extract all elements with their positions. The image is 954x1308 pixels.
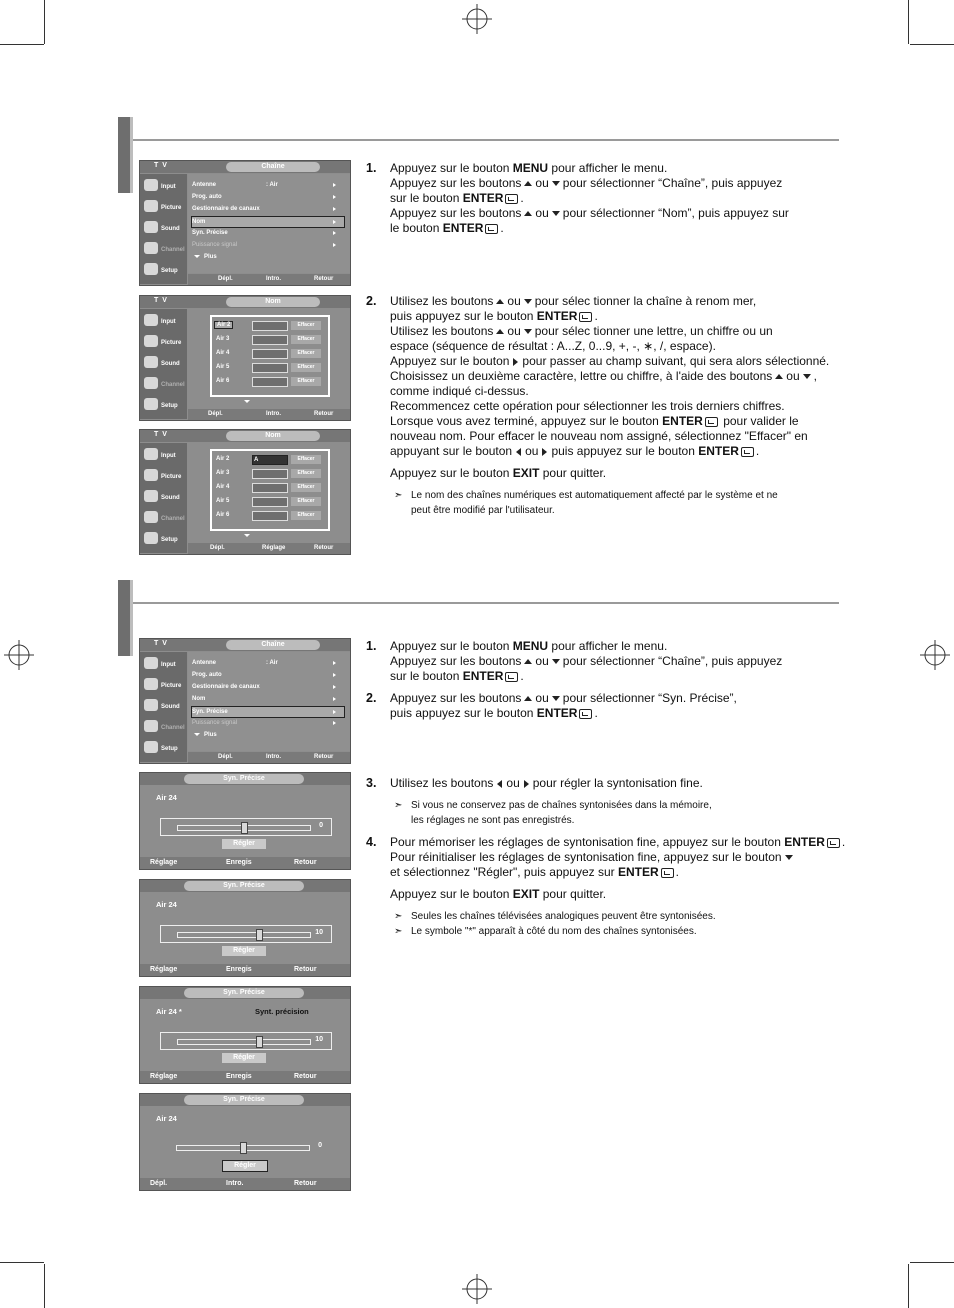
- crop-mark: [910, 1262, 954, 1263]
- scroll-down-icon: [244, 400, 250, 403]
- setup-icon: [144, 398, 158, 410]
- crop-mark: [44, 0, 45, 44]
- osd-finetune-4: Syn. Précise Air 24 0 Régler Dépl. Intro. Retour: [139, 1093, 351, 1191]
- up-triangle-icon: [524, 181, 532, 186]
- crop-mark: [44, 1264, 45, 1308]
- note-4: ➣ Le symbole "*" apparaît à côté du nom des chaînes syntonisées.: [394, 926, 697, 937]
- finetune-slider: 0: [160, 1139, 330, 1155]
- foot-retour: Retour: [314, 276, 334, 282]
- crop-mark: [910, 44, 954, 45]
- name-row: Air 3 Effacer: [216, 334, 326, 345]
- step-2-top: 2. Utilisez les boutons ou pour sélec tionner la chaîne à renom mer, puis appuyez sur le bouton ENTER . Utilisez les boutons ou pour sélec tionner une lettre, un chiffre ou un espace (séquence de résultat : A...Z, 0...9, +, -, ∗, /, espace). Appuyez sur le bouton pour passer au champ suivant, qui sera alors sélectionné. Choisissez un deuxième caractère, lettre ou chiffre, à l'aide des boutons ou , comme indiqué ci-dessus. Recommencez cette opération pour sélectionner les trois derniers chiffres. Lorsque vous avez terminé, appuyez sur le bouton ENTER pour valider le nouveau nom. Pour effacer le nouveau nom assigné, sélectionnez "Effacer" en appuyant sur le bouton ou puis appuyez sur le bouton ENTER . Appuyez sur le bouton EXIT pour quitter.: [366, 294, 830, 480]
- channel-icon: [144, 377, 158, 389]
- name-row: Air 5 Effacer: [216, 362, 326, 373]
- enter-icon: [505, 194, 518, 204]
- channel-icon: [144, 511, 158, 523]
- foot-depl: Dépl.: [218, 276, 233, 282]
- note-arrow-icon: ➣: [394, 911, 403, 922]
- osd-sidebar: Input Picture Sound Channel Setup: [140, 174, 187, 284]
- step-2-bottom: 2. Appuyez sur les boutons ou pour sélectionner “Syn. Précise”, puis appuyez sur le bouton ENTER .: [366, 691, 737, 720]
- up-triangle-icon: [524, 211, 532, 216]
- scroll-down-icon: [244, 534, 250, 537]
- picture-icon: [144, 678, 158, 690]
- note-arrow-icon: ➣: [394, 490, 403, 501]
- note-2: ➣ Si vous ne conservez pas de chaînes syntonisées dans la mémoire, les réglages ne sont pas enregistrés.: [394, 800, 712, 826]
- sound-icon: [144, 490, 158, 502]
- note-3: ➣ Seules les chaînes télévisées analogiques peuvent être syntonisées.: [394, 911, 716, 922]
- setup-icon: [144, 263, 158, 275]
- down-triangle-icon: [552, 211, 560, 216]
- menu-item-nom: Nom: [191, 216, 345, 228]
- left-triangle-icon: [516, 448, 521, 456]
- name-edit-box: [210, 449, 330, 531]
- name-row: Air 6 Effacer: [216, 376, 326, 387]
- osd-finetune-3: Syn. Précise Air 24 * Synt. précision 10 Régler Réglage Enregis Retour: [139, 986, 351, 1084]
- osd-menu-nom: T V Nom Input Picture Sound Channel Setup Air 2 Effacer Air 3 Effacer Air 4 Effacer Air 5 Effacer Air 6 Effacer Dépl. Intro. Retour: [139, 295, 351, 421]
- osd-menu-chaine-syn: T V Chaîne Input Picture Sound Channel Setup Antenne : Air Prog. auto Gestionnaire de canaux Nom Syn. Précise Puissance signal Plus Dépl. Intro. Retour: [139, 638, 351, 764]
- name-row: Air 4 Effacer: [216, 348, 326, 359]
- crop-mark: [0, 44, 44, 45]
- sound-icon: [144, 699, 158, 711]
- note-arrow-icon: ➣: [394, 800, 403, 811]
- finetune-slider: 10: [160, 925, 332, 943]
- step-1-bottom: 1. Appuyez sur le bouton MENU pour afficher le menu. Appuyez sur les boutons ou pour sélectionner “Chaîne”, puis appuyez sur le bouton ENTER .: [366, 639, 783, 683]
- input-icon: [144, 314, 158, 326]
- crop-mark: [908, 0, 909, 44]
- section-divider: [133, 602, 839, 604]
- registration-mark-icon: [462, 4, 492, 34]
- osd-menu-nom-edit: T V Nom Input Picture Sound Channel Setup Air 2 A Effacer Air 3 Effacer Air 4 Effacer Air 5 Effacer Air 6 Effacer Dépl. Réglage Retour: [139, 429, 351, 555]
- name-row: Air 4 Effacer: [216, 482, 326, 493]
- step-3: 3. Utilisez les boutons ou pour régler la syntonisation fine.: [366, 776, 703, 790]
- osd-menu-chaine: [139, 160, 351, 286]
- step-4: 4. Pour mémoriser les réglages de syntonisation fine, appuyez sur le bouton ENTER . Pour réinitialiser les réglages de syntonisation fine, appuyez sur le bouton et sélectionnez "Régler", puis appuyez sur ENTER . Appuyez sur le bouton EXIT pour quitter.: [366, 835, 846, 901]
- enter-icon: [485, 224, 498, 234]
- menu-item-syn-precise: Syn. Précise: [192, 228, 344, 238]
- name-edit-box: [210, 315, 330, 397]
- name-row: Air 6 Effacer: [216, 510, 326, 521]
- note-1: ➣ Le nom des chaînes numériques est automatiquement affecté par le système et ne peut être modifié par l'utilisateur.: [394, 490, 778, 516]
- note-arrow-icon: ➣: [394, 926, 403, 937]
- channel-icon: [144, 720, 158, 732]
- sound-icon: [144, 356, 158, 368]
- name-row: Air 3 Effacer: [216, 468, 326, 479]
- name-row: Air 2 Effacer: [216, 320, 326, 331]
- osd-title: Chaîne: [226, 162, 320, 172]
- menu-item-puissance: Puissance signal: [192, 240, 344, 250]
- menu-item-plus: Plus: [192, 252, 344, 262]
- setup-icon: [144, 532, 158, 544]
- section-marker: [118, 117, 130, 193]
- osd-finetune-1: Syn. Précise Air 24 0 Régler Réglage Enregis Retour: [139, 772, 351, 870]
- osd-finetune-2: Syn. Précise Air 24 10 Régler Réglage Enregis Retour: [139, 879, 351, 977]
- star-icon: ∗: [643, 339, 654, 353]
- enter-icon: [579, 312, 592, 322]
- menu-item-antenne: Antenne : Air: [192, 180, 344, 190]
- step-1-top: 1. Appuyez sur le bouton MENU pour afficher le menu. Appuyez sur les boutons ou pour sélectionner “Chaîne”, puis appuyez sur le bouton ENTER . Appuyez sur les boutons ou pour sélectionner “Nom”, puis appuyez sur le bouton ENTER .: [366, 161, 789, 235]
- picture-icon: [144, 469, 158, 481]
- foot-intro: Intro.: [266, 276, 281, 282]
- crop-mark: [0, 1262, 44, 1263]
- finetune-slider: 10: [160, 1032, 332, 1050]
- crop-mark: [908, 1264, 909, 1308]
- channel-icon: [144, 242, 158, 254]
- input-icon: [144, 657, 158, 669]
- setup-icon: [144, 741, 158, 753]
- osd-tv-label: T V: [154, 162, 168, 169]
- registration-mark-icon: [4, 640, 34, 670]
- menu-item-gestionnaire: Gestionnaire de canaux: [192, 204, 344, 214]
- finetune-slider: 0: [160, 818, 332, 836]
- picture-icon: [144, 200, 158, 212]
- input-icon: [144, 179, 158, 191]
- name-row: Air 2 A Effacer: [216, 454, 326, 465]
- input-icon: [144, 448, 158, 460]
- name-row: Air 5 Effacer: [216, 496, 326, 507]
- registration-mark-icon: [462, 1274, 492, 1304]
- registration-mark-icon: [920, 640, 950, 670]
- sound-icon: [144, 221, 158, 233]
- picture-icon: [144, 335, 158, 347]
- regler-button: Régler: [222, 839, 266, 849]
- section-divider: [133, 139, 839, 141]
- right-triangle-icon: [513, 358, 518, 366]
- section-marker: [118, 580, 130, 656]
- menu-item-prog-auto: Prog. auto: [192, 192, 344, 202]
- down-triangle-icon: [552, 181, 560, 186]
